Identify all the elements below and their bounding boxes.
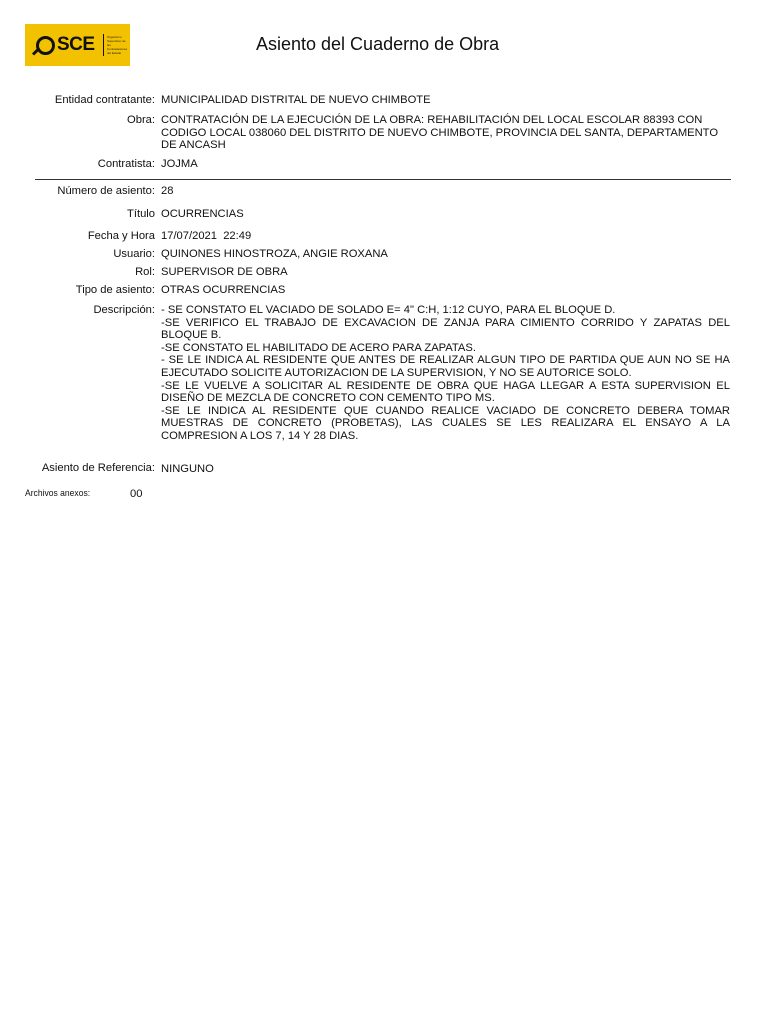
description-line: -SE VERIFICO EL TRABAJO DE EXCAVACION DE ZANJA PARA CIMIENTO CORRIDO Y ZAPATAS DEL BLOQUE B. xyxy=(161,316,730,342)
field-value: JOJMA xyxy=(161,158,198,170)
description-line: -SE CONSTATO EL HABILITADO DE ACERO PARA ZAPATAS. xyxy=(161,341,476,354)
field-label: Fecha y Hora xyxy=(87,230,155,242)
field-value: 17/07/2021 22:49 xyxy=(161,230,252,242)
field-label: Obra: xyxy=(127,114,155,126)
logo-wordmark: SCE xyxy=(57,34,95,55)
field-value: QUINONES HINOSTROZA, ANGIE ROXANA xyxy=(161,248,388,260)
field-value: MUNICIPALIDAD DISTRITAL DE NUEVO CHIMBOTE xyxy=(161,94,431,106)
field-label: Número de asiento: xyxy=(57,185,155,197)
field-value: OCURRENCIAS xyxy=(161,208,244,220)
page-title: Asiento del Cuaderno de Obra xyxy=(256,34,500,54)
description-line: - SE LE INDICA AL RESIDENTE QUE ANTES DE REALIZAR ALGUN TIPO DE PARTIDA QUE AUN NO SE HA EJECUTADO SOLICITE AUTORIZACION DE LA SUPERVISION, Y NO SE AUTORICE SOLO. xyxy=(161,354,730,379)
anexos-label: Archivos anexos: xyxy=(25,488,91,499)
field-label: Tipo de asiento: xyxy=(75,284,155,296)
osce-logo xyxy=(25,24,130,66)
field-label: Usuario: xyxy=(113,248,155,260)
description-line: - SE CONSTATO EL VACIADO DE SOLADO E= 4" C:H, 1:12 CUYO, PARA EL BLOQUE D. xyxy=(161,304,616,316)
field-label: Contratista: xyxy=(97,158,155,170)
description-text xyxy=(161,304,730,443)
field-value: SUPERVISOR DE OBRA xyxy=(161,266,288,278)
magnifier-icon xyxy=(36,36,55,55)
field-value: NINGUNO xyxy=(161,463,214,475)
field-label: Asiento de Referencia: xyxy=(41,462,155,474)
field-value: 28 xyxy=(161,185,174,197)
description-line: -SE LE INDICA AL RESIDENTE QUE CUANDO REALICE VACIADO DE CONCRETO DEBERA TOMAR MUESTRAS DE CONCRETO (PROBETAS), LAS CUALES SE LES REALIZARA EL ENSAYO A LA COMPRESION A LOS 7, 14 Y 28 DIAS. xyxy=(161,404,730,442)
field-label: Rol: xyxy=(135,266,155,278)
logo-subtext: Organismo Supervisor de las Contrataciones del Estado xyxy=(107,35,128,55)
divider xyxy=(35,179,731,180)
field-label: Título xyxy=(127,208,155,220)
field-value: CONTRATACIÓN DE LA EJECUCIÓN DE LA OBRA: REHABILITACIÓN DEL LOCAL ESCOLAR 88393 CON CODIGO LOCAL 038060 DEL DISTRITO DE NUEVO CHIMBOTE, PROVINCIA DEL SANTA, DEPARTAMENTO DE ANCASH xyxy=(161,114,719,152)
anexos-value: 00 xyxy=(130,488,143,500)
logo-divider xyxy=(103,34,104,56)
field-value: OTRAS OCURRENCIAS xyxy=(161,284,286,296)
description-line: -SE LE VUELVE A SOLICITAR AL RESIDENTE DE OBRA QUE HAGA LLEGAR A ESTA SUPERVISION EL DISEÑO DE MEZCLA DE CONCRETO CON CEMENTO TIPO MS. xyxy=(161,379,730,405)
field-label: Descripción: xyxy=(93,304,155,316)
field-label: Entidad contratante: xyxy=(54,94,155,106)
